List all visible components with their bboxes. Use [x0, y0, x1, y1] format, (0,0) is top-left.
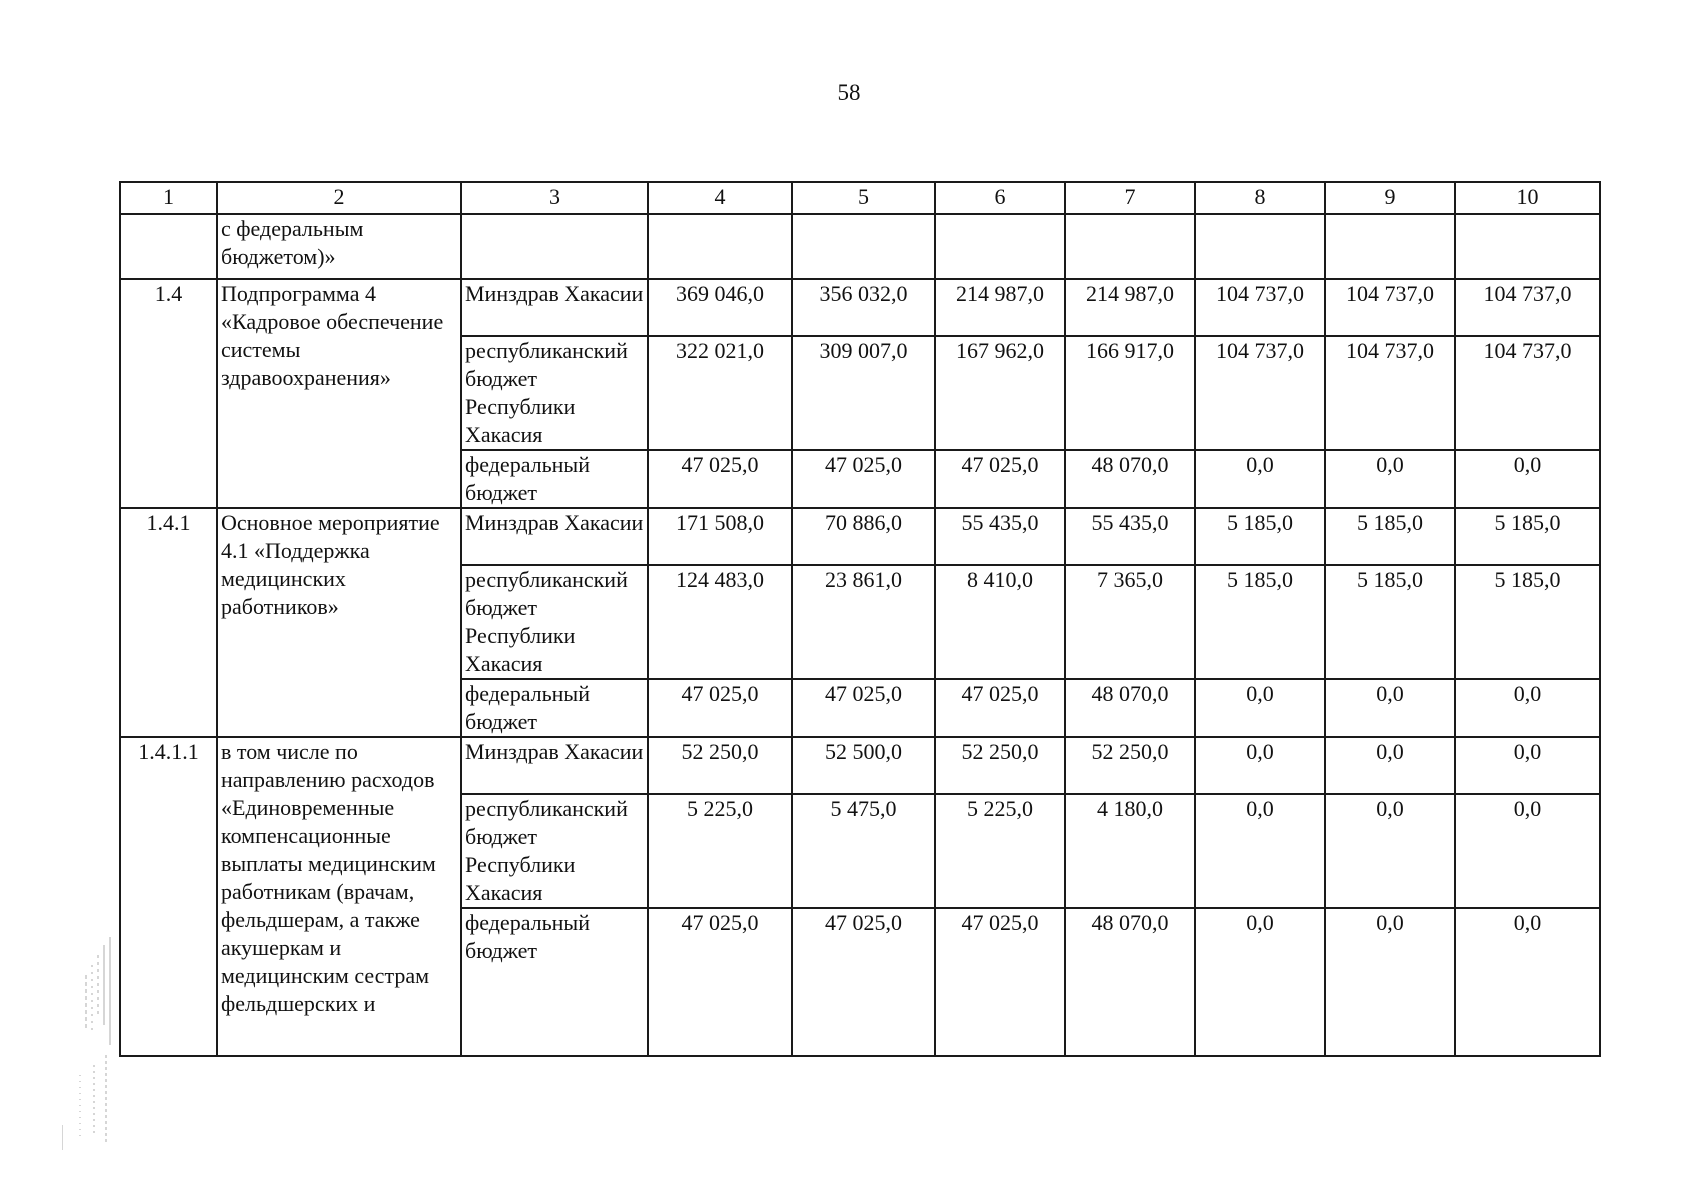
- amount-cell: 104 737,0: [1325, 336, 1455, 450]
- amount-cell: 0,0: [1455, 794, 1600, 908]
- table-body: [120, 182, 1600, 1056]
- amount-cell: 47 025,0: [935, 679, 1065, 737]
- column-header: 6: [935, 182, 1065, 214]
- empty-cell: [792, 214, 935, 279]
- amount-cell: 104 737,0: [1195, 336, 1325, 450]
- empty-cell: [935, 214, 1065, 279]
- amount-cell: 47 025,0: [935, 450, 1065, 508]
- column-header: 1: [120, 182, 217, 214]
- amount-cell: 47 025,0: [792, 679, 935, 737]
- amount-cell: 5 475,0: [792, 794, 935, 908]
- amount-cell: 5 185,0: [1455, 508, 1600, 565]
- row-number-cell: [120, 214, 217, 279]
- empty-cell: [1065, 214, 1195, 279]
- row-name-cell: Основное мероприятие 4.1 «Поддержка медицинских работников»: [217, 508, 461, 737]
- amount-cell: 0,0: [1325, 737, 1455, 794]
- amount-cell: 47 025,0: [792, 908, 935, 1056]
- funding-source-cell: федеральный бюджет: [461, 908, 648, 1056]
- column-header: 5: [792, 182, 935, 214]
- amount-cell: 7 365,0: [1065, 565, 1195, 679]
- table-row: [120, 508, 1600, 565]
- amount-cell: 104 737,0: [1455, 279, 1600, 336]
- funding-source-cell: республиканский бюджет Республики Хакасия: [461, 336, 648, 450]
- row-number-cell: 1.4: [120, 279, 217, 508]
- amount-cell: 171 508,0: [648, 508, 792, 565]
- amount-cell: 48 070,0: [1065, 450, 1195, 508]
- column-header: 8: [1195, 182, 1325, 214]
- amount-cell: 0,0: [1325, 908, 1455, 1056]
- amount-cell: 55 435,0: [935, 508, 1065, 565]
- row-number-cell: 1.4.1.1: [120, 737, 217, 1056]
- amount-cell: 104 737,0: [1455, 336, 1600, 450]
- amount-cell: 369 046,0: [648, 279, 792, 336]
- amount-cell: 0,0: [1325, 794, 1455, 908]
- amount-cell: 0,0: [1455, 679, 1600, 737]
- empty-cell: [648, 214, 792, 279]
- amount-cell: 5 185,0: [1455, 565, 1600, 679]
- funding-source-cell: республиканский бюджет Республики Хакасия: [461, 565, 648, 679]
- column-header: 2: [217, 182, 461, 214]
- amount-cell: 5 185,0: [1195, 565, 1325, 679]
- amount-cell: 104 737,0: [1195, 279, 1325, 336]
- funding-source-cell: Минздрав Хакасии: [461, 508, 648, 565]
- amount-cell: 0,0: [1455, 908, 1600, 1056]
- amount-cell: 166 917,0: [1065, 336, 1195, 450]
- empty-cell: [1455, 214, 1600, 279]
- amount-cell: 0,0: [1455, 737, 1600, 794]
- amount-cell: 55 435,0: [1065, 508, 1195, 565]
- empty-cell: [1195, 214, 1325, 279]
- amount-cell: 0,0: [1195, 908, 1325, 1056]
- amount-cell: 214 987,0: [1065, 279, 1195, 336]
- amount-cell: 214 987,0: [935, 279, 1065, 336]
- amount-cell: 47 025,0: [792, 450, 935, 508]
- amount-cell: 47 025,0: [648, 679, 792, 737]
- row-name-cell: в том числе по направлению расходов «Единовременные компенсационные выплаты медицинским работникам (врачам, фельдшерам, а также акушеркам и медицинским сестрам фельдшерских и: [217, 737, 461, 1056]
- budget-table: [119, 181, 1601, 1057]
- amount-cell: 0,0: [1325, 679, 1455, 737]
- amount-cell: 52 250,0: [648, 737, 792, 794]
- amount-cell: 0,0: [1195, 737, 1325, 794]
- empty-cell: [1325, 214, 1455, 279]
- amount-cell: 52 250,0: [935, 737, 1065, 794]
- amount-cell: 0,0: [1195, 794, 1325, 908]
- funding-source-cell: Минздрав Хакасии: [461, 279, 648, 336]
- amount-cell: 48 070,0: [1065, 908, 1195, 1056]
- table-row: [120, 737, 1600, 794]
- amount-cell: 8 410,0: [935, 565, 1065, 679]
- amount-cell: 5 225,0: [648, 794, 792, 908]
- empty-cell: [461, 214, 648, 279]
- amount-cell: 309 007,0: [792, 336, 935, 450]
- funding-source-cell: Минздрав Хакасии: [461, 737, 648, 794]
- amount-cell: 52 250,0: [1065, 737, 1195, 794]
- scan-artifact-stamp: [62, 935, 122, 1155]
- funding-source-cell: республиканский бюджет Республики Хакасия: [461, 794, 648, 908]
- amount-cell: 47 025,0: [648, 908, 792, 1056]
- amount-cell: 4 180,0: [1065, 794, 1195, 908]
- funding-source-cell: федеральный бюджет: [461, 450, 648, 508]
- amount-cell: 167 962,0: [935, 336, 1065, 450]
- amount-cell: 124 483,0: [648, 565, 792, 679]
- amount-cell: 356 032,0: [792, 279, 935, 336]
- row-name-cell: Подпрограмма 4 «Кадровое обеспечение системы здравоохранения»: [217, 279, 461, 508]
- column-header: 10: [1455, 182, 1600, 214]
- amount-cell: 0,0: [1195, 450, 1325, 508]
- row-number-cell: 1.4.1: [120, 508, 217, 737]
- amount-cell: 70 886,0: [792, 508, 935, 565]
- amount-cell: 47 025,0: [935, 908, 1065, 1056]
- amount-cell: 322 021,0: [648, 336, 792, 450]
- amount-cell: 5 185,0: [1325, 565, 1455, 679]
- page-number: 58: [837, 80, 861, 105]
- funding-source-cell: федеральный бюджет: [461, 679, 648, 737]
- column-header: 9: [1325, 182, 1455, 214]
- header-row: [120, 182, 1600, 214]
- amount-cell: 5 185,0: [1195, 508, 1325, 565]
- amount-cell: 23 861,0: [792, 565, 935, 679]
- amount-cell: 104 737,0: [1325, 279, 1455, 336]
- column-header: 4: [648, 182, 792, 214]
- column-header: 7: [1065, 182, 1195, 214]
- amount-cell: 0,0: [1195, 679, 1325, 737]
- table-row: [120, 279, 1600, 336]
- continuation-row: [120, 214, 1600, 279]
- amount-cell: 5 185,0: [1325, 508, 1455, 565]
- amount-cell: 48 070,0: [1065, 679, 1195, 737]
- amount-cell: 0,0: [1325, 450, 1455, 508]
- row-name-cell: с федеральным бюджетом)»: [217, 214, 461, 279]
- amount-cell: 52 500,0: [792, 737, 935, 794]
- amount-cell: 47 025,0: [648, 450, 792, 508]
- amount-cell: 5 225,0: [935, 794, 1065, 908]
- amount-cell: 0,0: [1455, 450, 1600, 508]
- column-header: 3: [461, 182, 648, 214]
